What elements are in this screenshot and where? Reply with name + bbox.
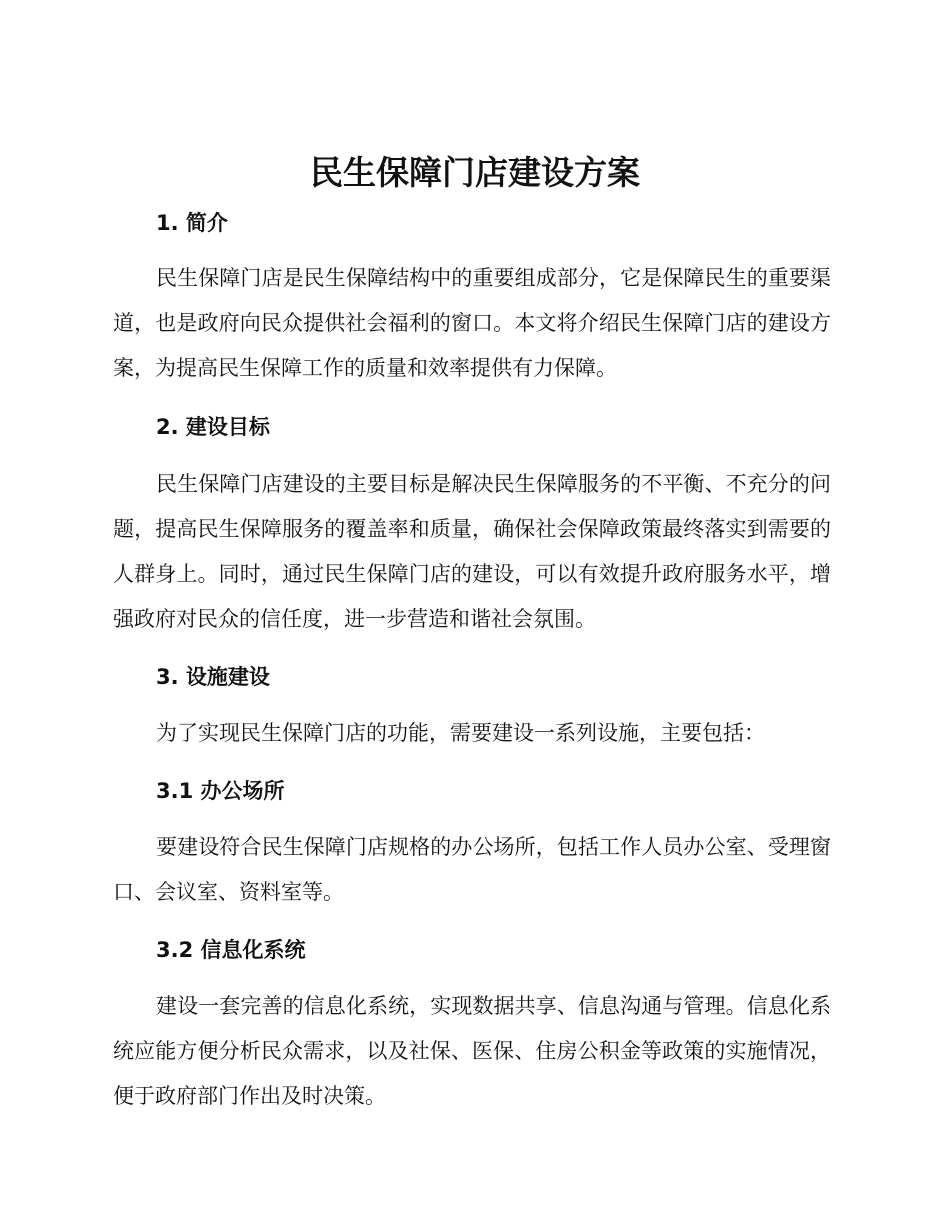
section-paragraph-intro: 民生保障门店是民生保障结构中的重要组成部分，它是保障民生的重要渠道，也是政府向民众提供社会福利的窗口。本文将介绍民生保障门店的建设方案，为提高民生保障工作的质量和效率提供有力保障。 <box>113 266 831 380</box>
section-heading-office: 3.1 办公场所 <box>156 779 285 803</box>
section-heading-it-system: 3.2 信息化系统 <box>156 938 306 962</box>
section-paragraph-facilities: 为了实现民生保障门店的功能，需要建设一系列设施，主要包括： <box>156 721 765 745</box>
section-paragraph-goals: 民生保障门店建设的主要目标是解决民生保障服务的不平衡、不充分的问题，提高民生保障服务的覆盖率和质量，确保社会保障政策最终落实到需要的人群身上。同时，通过民生保障门店的建设，可以有效提升政府服务水平，增强政府对民众的信任度，进一步营造和谐社会氛围。 <box>113 472 831 631</box>
document-title: 民生保障门店建设方案 <box>310 153 640 192</box>
section-heading-facilities: 3. 设施建设 <box>156 665 270 689</box>
section-heading-intro: 1. 简介 <box>156 211 228 235</box>
section-paragraph-it-system: 建设一套完善的信息化系统，实现数据共享、信息沟通与管理。信息化系统应能方便分析民众需求，以及社保、医保、住房公积金等政策的实施情况，便于政府部门作出及时决策。 <box>113 994 831 1108</box>
section-heading-goals: 2. 建设目标 <box>156 415 270 439</box>
section-paragraph-office: 要建设符合民生保障门店规格的办公场所，包括工作人员办公室、受理窗口、会议室、资料室等。 <box>113 835 831 904</box>
